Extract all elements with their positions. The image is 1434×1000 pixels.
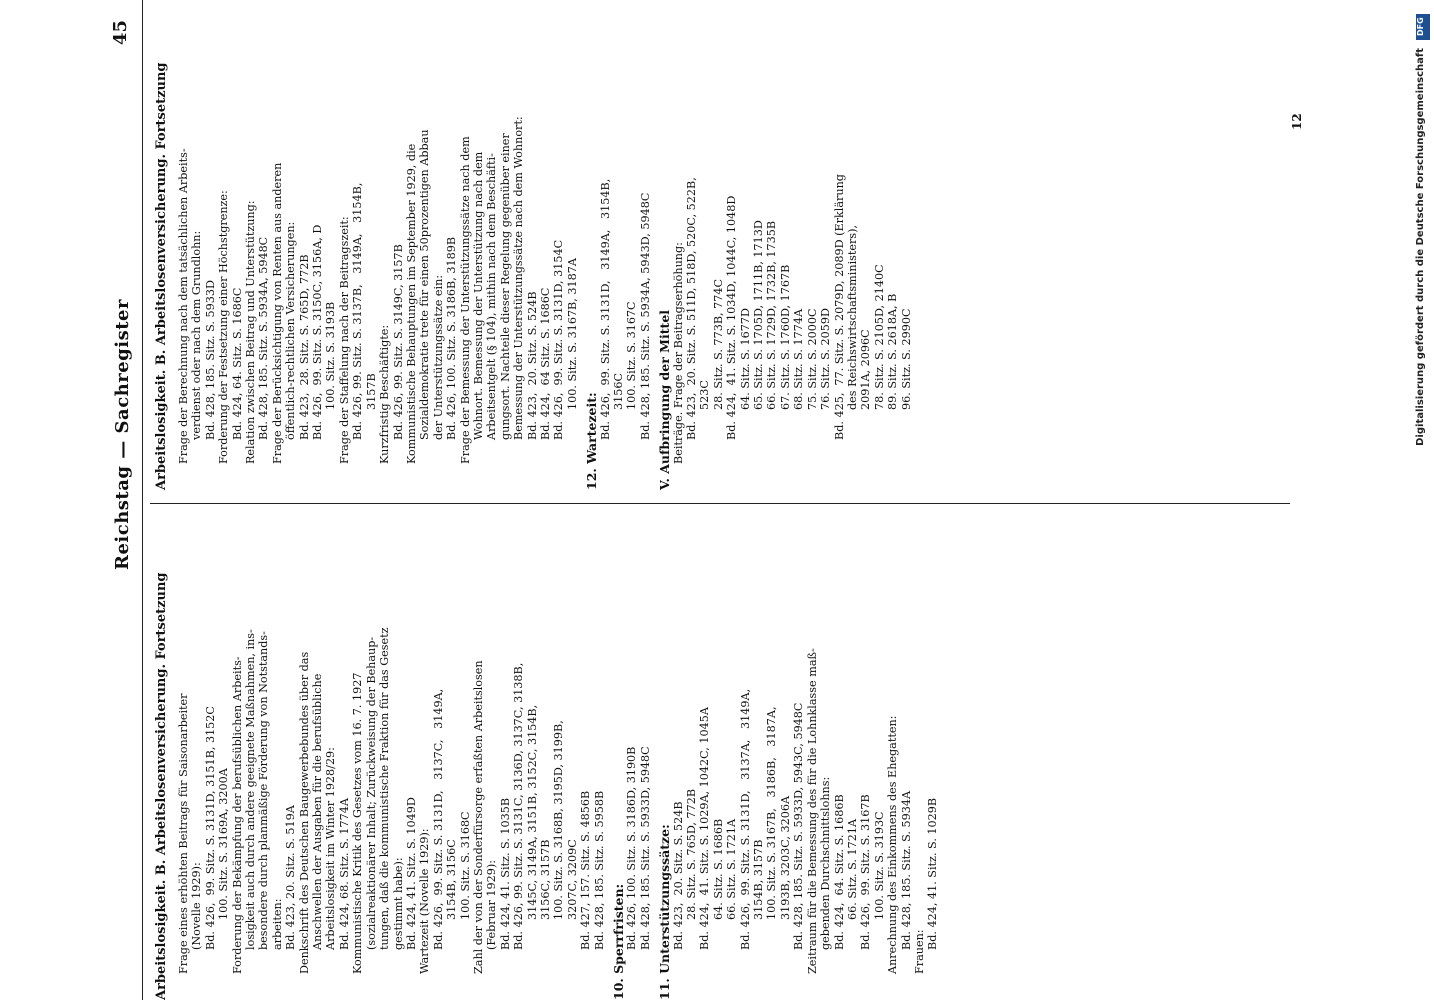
index-entry-line: Frauen: [912,929,926,974]
index-entry-line: 2091A, 2096C [859,329,873,410]
index-entry-line: Bd. 424, 41. Sitz. S. 1034D, 1044C, 1048D [725,195,739,440]
right-column-entries [177,10,913,490]
index-entry-line: Kommunistische Kritik des Gesetzes vom 16. 7. 1927 [351,672,365,974]
index-entry-line: Bd. 424, 41. Sitz. S. 1049D [404,797,418,950]
index-entry-line: gebenden Durchschnittslohns: [819,776,833,950]
right-column [154,10,913,490]
index-entry-line: besondere durch planmäßige Förderung von Notstands- [257,631,271,950]
index-entry-line: Bd. 425, 77. Sitz. S. 2079D, 2089D (Erklärung [832,174,846,440]
signature-mark: 12 [1290,113,1304,130]
index-entry-line: Bd. 428, 185. Sitz. S. 5958B [592,790,606,950]
index-entry-line: 100. Sitz. S. 3167C [625,301,639,410]
index-entry-line: Sozialdemokratie trete für einen 50prozentigen Abbau [418,129,432,440]
index-entry-line: 3154B, 3156C [445,839,459,920]
index-entry-line: Bd. 424, 64. Sitz. S. 1686B [832,794,846,950]
index-entry-line: des Reichswirtschaftsministers), [845,224,859,410]
index-entry-line: 100. Sitz. S. 3193C [872,811,886,920]
index-entry-line: 96. Sitz. S. 2990C [899,308,913,410]
index-entry-line: 64. Sitz. S. 1686B [711,818,725,920]
index-entry-line: Kommunistische Behauptungen im September 1929, die [404,143,418,464]
index-entry-line: 65. Sitz. S. 1705D, 1711B, 1713D [752,220,766,410]
index-entry-line: Denkschrift des Deutschen Baugewerbebundes über das [297,651,311,974]
index-entry-line: 100. Sitz. S. 3168B, 3195D, 3199B, [552,720,566,920]
index-entry-line: Bd. 428, 185. Sitz. S. 5934A [899,790,913,950]
index-entry-line: losigkeit auch durch andere geeignete Maßnahmen, ins- [244,629,258,950]
index-entry-line: Bd. 424, 41. Sitz. S. 1035B [498,797,512,950]
index-entry-line: Wohnort. Bemessung der Unterstützung nach dem [471,151,485,440]
left-column [154,520,940,1000]
register-page [110,0,1340,1000]
index-entry-line: Forderung der Festsetzung einer Höchstgrenze: [217,190,231,464]
index-entry-line: Bd. 426, 99. Sitz. S. 3131D, 3137C, 3149A, [431,688,445,950]
index-entry-line: 100. Sitz. S. 3168C [458,811,472,920]
index-entry-line: Bd. 426, 99. Sitz. S. 3137B, 3149A, 3154B, [351,182,365,440]
index-entry-line: Zeitraum für die Bemessung des für die Lohnklasse maß- [805,648,819,974]
index-entry-line: 3157B [364,373,378,410]
index-entry-line: Anrechnung des Einkommens des Ehegatten: [886,715,900,974]
index-entry-line: Bd. 428, 185. Sitz. S. 5933D, 5943C, 5948C [792,702,806,950]
index-entry-line: (sozialreaktionärer Inhalt; Zurückweisung der Behaup- [364,636,378,950]
index-entry-line: Frage der Staffelung nach der Beitragszeit: [337,216,351,464]
left-column-entries [177,520,940,1000]
index-entry-line: 28. Sitz. S. 773B, 774C [711,278,725,410]
index-entry-line: gestimmt habe): [391,857,405,950]
index-entry-line: 28. Sitz. S. 765D, 772B [685,788,699,920]
index-entry-line: arbeiten: [270,898,284,950]
index-entry-line: gungsort. Nachteile dieser Regelung gegenüber einer [498,133,512,440]
index-entry-line: 68. Sitz. S. 1774A [792,308,806,410]
index-entry-line: Relation zwischen Beitrag und Unterstützung: [244,200,258,464]
section-heading: 11. Unterstützungssätze: [657,824,673,1000]
index-entry-line: Bd. 428, 185. Sitz. S. 5934A, 5943D, 5948C [638,192,652,440]
index-entry-line: Bd. 426, 99. Sitz. S. 3131D, 3149A, 3154B, [598,178,612,440]
index-entry-line: 100. Sitz. S. 3169A, 3200A [217,768,231,920]
index-entry-line: 75. Sitz. S. 2000C [805,308,819,410]
index-entry-line: Bd. 428, 185. Sitz. S. 5934A, 5948C [257,236,271,440]
index-entry-line: Bd. 426, 99. Sitz. S. 3131C, 3136D, 3137C, 3138B, [512,662,526,950]
index-entry-line: Bd. 427, 157. Sitz. S. 4856B [579,790,593,950]
index-entry-line: Bemessung der Unterstützungssätze nach dem Wohnort: [512,116,526,440]
index-entry-line: 76. Sitz. S. 2059D [819,308,833,410]
index-entry-line: 523C [698,380,712,410]
index-entry-line: 100. Sitz. S. 3167B, 3186B, 3187A, [765,706,779,920]
index-entry-line: Bd. 423, 20. Sitz. S. 524B [525,291,539,440]
index-entry-line: 66. Sitz. S. 1729D, 1732B, 1735B [765,220,779,410]
index-entry-line: Bd. 423, 20. Sitz. S. 524B [671,801,685,950]
index-entry-line: Kurzfristig Beschäftigte: [378,324,392,464]
index-entry-line: 100. Sitz. S. 3193B [324,301,338,410]
index-entry-line: 3156C, 3157B [538,839,552,920]
dfg-strip [1414,8,1432,988]
index-entry-line: Beiträge. Frage der Beitragserhöhung: [671,242,685,464]
index-entry-line: Bd. 426, 99. Sitz. S. 3131D, 3154C [552,239,566,440]
index-entry-line: 100. Sitz. S. 3167B, 3187A [565,258,579,410]
column-rule [150,503,1290,504]
index-entry-line: 66. Sitz. S. 1721A [725,818,739,920]
index-entry-line: Bd. 426, 99. Sitz. S. 3167B [859,794,873,950]
index-entry-line: Bd. 426, 99. Sitz. S. 3149C, 3157B [391,244,405,440]
section-heading: 12. Wartezeit: [584,392,600,490]
index-entry-line: Frage der Berücksichtigung von Renten aus anderen [270,162,284,464]
index-entry-line: (Novelle 1929): [190,862,204,950]
index-entry-line: Wartezeit (Novelle 1929): [418,828,432,974]
index-entry-line: Bd. 428, 185. Sitz. S. 5933D, 5948C [638,746,652,950]
index-entry-line: der Unterstützungssätze ein: [431,274,445,440]
index-entry-line: tungen, daß die kommunistische Fraktion für das Gesetz [378,627,392,950]
section-heading: 10. Sperrfristen: [611,883,626,1000]
index-entry-line: 66. Sitz. S. 1721A [845,818,859,920]
dfg-logo: DFG [1416,14,1430,40]
index-entry-line: Frage eines erhöhten Beitrags für Saisonarbeiter [177,693,190,974]
index-entry-line: Bd. 426, 100. Sitz. S. 3186D, 3190B [625,746,639,950]
index-entry-line: Bd. 424, 41. Sitz. S. 1029B [926,797,940,950]
left-column-heading: Arbeitslosigkeit. B. Arbeitslosenversicherung. Fortsetzung [154,572,169,1000]
index-entry-line: Frage der Bemessung der Unterstützungssätze nach dem [458,136,472,464]
index-entry-line: Bd. 424, 41. Sitz. S. 1029A, 1042C, 1045A [698,707,712,950]
index-entry-line: Arbeitslosigkeit im Winter 1928/29: [324,747,338,950]
section-heading: V. Aufbringung der Mittel [657,309,673,490]
index-entry-line: Bd. 426, 99. Sitz. S. 3131D, 3137A, 3149A, [738,688,752,950]
index-entry-line: 3207C, 3209C [565,839,579,920]
index-entry-line: Bd. 424, 64 Sitz. S. 1686C [538,287,552,440]
index-entry-line: 89. Sitz. S. 2618A, B [886,293,900,410]
index-entry-line: Bd. 423, 20. Sitz. S. 511D, 518D, 520C, 522B, [685,177,699,440]
index-entry-line: Forderung der Bekämpfung der berufsüblichen Arbeits- [230,656,244,974]
index-entry-line: öffentlich-rechtlichen Versicherungen: [284,221,298,440]
index-entry-line: Arbeitsentgelt (§ 104), mithin nach dem Beschäfti- [485,153,499,440]
page-number: 45 [110,20,131,46]
index-entry-line: Bd. 426, 99. Sitz. S. 3150C, 3156A, D [311,224,325,440]
index-entry-line: Bd. 428, 185. Sitz. S. 5933D [203,280,217,440]
index-entry-line: 3156C [612,372,625,410]
dfg-credit-text: Digitalisierung gefördert durch die Deutsche Forschungsgemeinschaft [1415,48,1426,446]
index-entry-line: Bd. 424, 64. Sitz. S. 1686C [230,287,244,440]
index-entry-line: Anschwellen der Ausgaben für die berufsübliche [311,673,325,950]
index-entry-line: Bd. 424, 68. Sitz. S. 1774A [337,798,351,950]
index-entry-line: 64. Sitz. S. 1677D [738,308,752,410]
index-entry-line: Frage der Berechnung nach dem tatsächlichen Arbeits- [177,148,190,464]
index-entry-line: 3193B, 3203C, 3206A [778,795,792,920]
header-rule [142,0,143,1000]
index-entry-line: Bd. 426, 100. Sitz. S. 3186B, 3189B [445,236,459,440]
index-entry-line: Bd. 423, 20. Sitz. S. 519A [284,805,298,950]
index-entry-line: verdienst oder nach dem Grundlohn: [190,230,204,440]
index-entry-line: 3145C, 3149A, 3151B, 3152C, 3154B, [525,704,539,920]
index-entry-line: Zahl der von der Sonderfürsorge erfaßten Arbeitslosen [471,660,485,974]
index-entry-line: 67. Sitz. S. 1760D, 1767B [778,264,792,410]
index-entry-line: Bd. 426, 99. Sitz. S. 3131D, 3151B, 3152C [203,706,217,950]
index-entry-line: 3154B, 3157B [752,839,766,920]
page-header [110,0,150,1000]
right-column-heading: Arbeitslosigkeit. B. Arbeitslosenversicherung. Fortsetzung [154,62,169,490]
running-title: Reichstag — Sachregister [112,299,133,570]
index-entry-line: 78. Sitz. S. 2105D, 2140C [872,264,886,410]
index-entry-line: (Februar 1929): [485,859,499,950]
index-entry-line: Bd. 423, 28. Sitz. S. 765D, 772B [297,254,311,440]
